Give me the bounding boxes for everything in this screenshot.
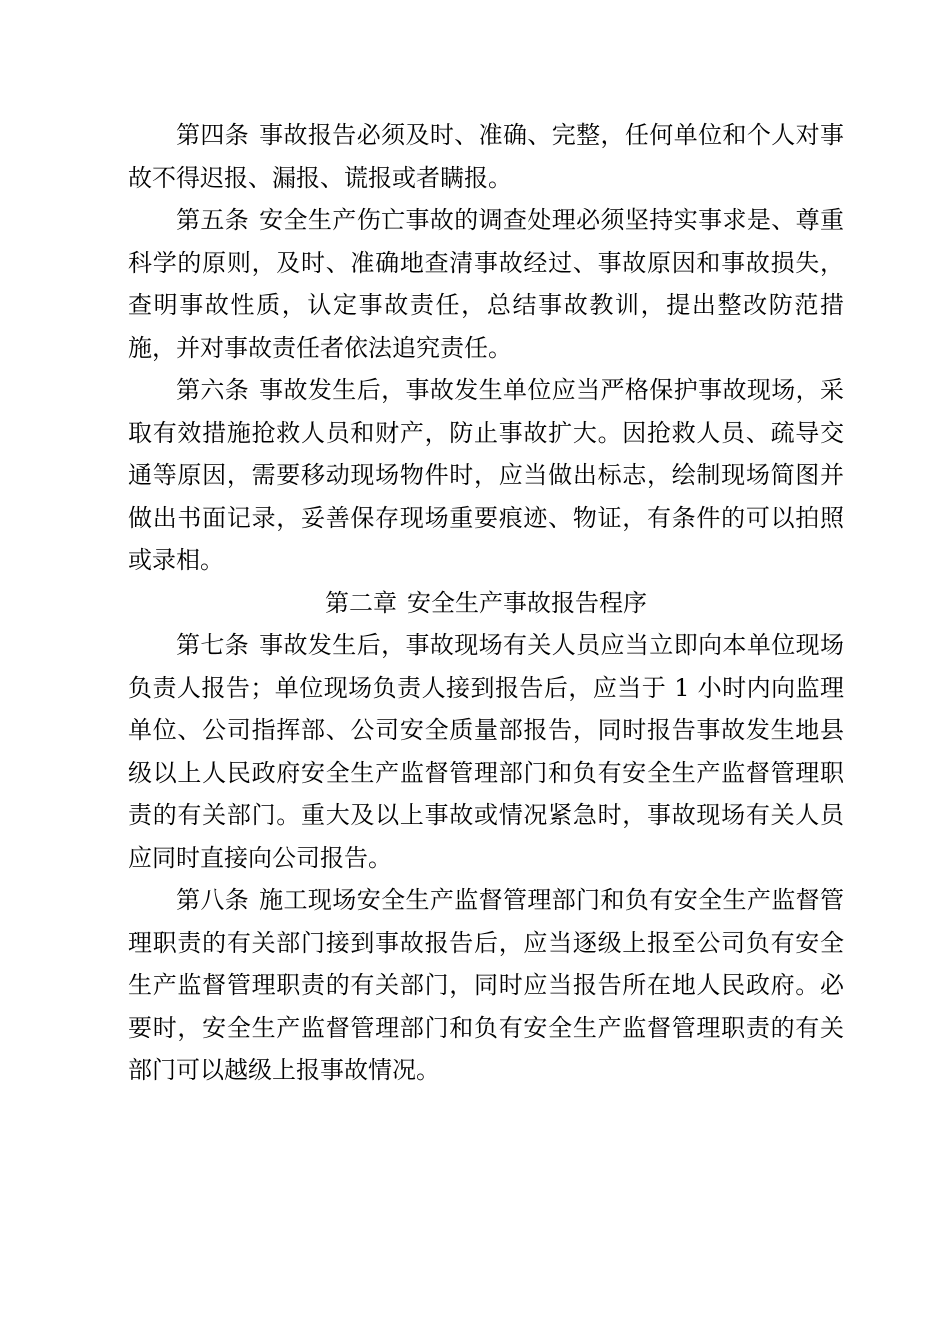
article-8 bbox=[128, 879, 844, 1092]
article-number: 第六条 bbox=[176, 376, 250, 404]
chapter-number: 第二章 bbox=[325, 588, 397, 617]
article-number: 第七条 bbox=[176, 631, 250, 659]
article-6 bbox=[128, 369, 844, 582]
document-page bbox=[128, 114, 844, 1092]
chapter-title: 安全生产事故报告程序 bbox=[407, 588, 647, 617]
article-number: 第四条 bbox=[176, 121, 250, 149]
article-text: 事故发生后，事故现场有关人员应当立即向本单位现场负责人报告；单位现场负责人接到报告后，应当于 1 小时内向监理单位、公司指挥部、公司安全质量部报告，同时报告事故发生地县级以上人民政府安全生产监督管理部门和负有安全生产监督管理职责的有关部门。重大及以上事故或情况紧急时，事故现场有关人员应同时直接向公司报告。 bbox=[128, 631, 845, 872]
article-text: 施工现场安全生产监督管理部门和负有安全生产监督管理职责的有关部门接到事故报告后，应当逐级上报至公司负有安全生产监督管理职责的有关部门，同时应当报告所在地人民政府。必要时，安全生产监督管理部门和负有安全生产监督管理职责的有关部门可以越级上报事故情况。 bbox=[128, 886, 845, 1084]
article-number: 第五条 bbox=[176, 206, 250, 234]
article-text: 安全生产伤亡事故的调查处理必须坚持实事求是、尊重科学的原则，及时、准确地查清事故经过、事故原因和事故损失，查明事故性质，认定事故责任，总结事故教训，提出整改防范措施，并对事故责任者依法追究责任。 bbox=[128, 206, 845, 362]
article-text: 事故发生后，事故发生单位应当严格保护事故现场，采取有效措施抢救人员和财产，防止事故扩大。因抢救人员、疏导交通等原因，需要移动现场物件时，应当做出标志，绘制现场简图并做出书面记录，妥善保存现场重要痕迹、物证，有条件的可以拍照或录相。 bbox=[128, 376, 845, 574]
article-number: 第八条 bbox=[176, 886, 250, 914]
chapter-heading bbox=[128, 582, 844, 625]
article-5 bbox=[128, 199, 844, 369]
article-text: 事故报告必须及时、准确、完整，任何单位和个人对事故不得迟报、漏报、谎报或者瞒报。 bbox=[128, 121, 845, 192]
article-7 bbox=[128, 624, 844, 879]
article-4 bbox=[128, 114, 844, 199]
